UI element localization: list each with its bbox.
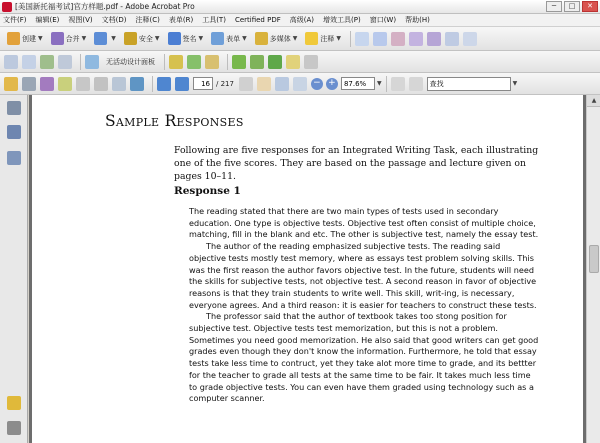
forms-label: 表单 (226, 34, 241, 43)
pages-icon[interactable] (7, 101, 21, 115)
search-input[interactable] (427, 77, 511, 91)
create-button[interactable] (4, 30, 46, 48)
checkbox-icon[interactable] (40, 55, 54, 69)
button-field-icon[interactable] (169, 55, 183, 69)
arrow-up-icon[interactable] (157, 77, 171, 91)
menu-certified-pdf[interactable]: Certified PDF (234, 16, 281, 24)
window-title: [美国新托福考试]官方样题.pdf - Adobe Acrobat Pro (15, 2, 195, 11)
multimedia-label: 多媒体 (269, 34, 291, 43)
menu-forms[interactable]: 表单(R) (168, 16, 194, 24)
text-edit-icon[interactable] (391, 32, 405, 46)
lock-icon (124, 32, 137, 45)
options-icon[interactable] (304, 55, 318, 69)
chevron-down-icon: ▼ (154, 35, 160, 42)
menu-file[interactable]: 文件(F) (3, 16, 27, 24)
marquee-zoom-icon[interactable] (275, 77, 289, 91)
toolbar-divider (152, 76, 153, 92)
arrow-up-icon[interactable] (445, 32, 459, 46)
window-controls (546, 1, 598, 12)
text-select-icon[interactable] (239, 77, 253, 91)
comment-label: 注释 (320, 34, 335, 43)
maximize-button[interactable]: □ (564, 1, 580, 12)
response-paragraph: The reading stated that there are two main types of tests used in secondary education. One type is objective tests. Objective test often consist of multiple choice, matching, fill in the blank and etc. The other is subjective test, namely the essay test. (189, 206, 539, 240)
zoom-out-button[interactable]: − (311, 78, 323, 90)
navigation-toolbar (0, 73, 600, 95)
save-copy-icon[interactable] (94, 77, 108, 91)
film-icon (255, 32, 268, 45)
form-icon (211, 32, 224, 45)
bookmarks-icon[interactable] (7, 125, 21, 139)
menu-help[interactable]: 帮助(H) (405, 16, 430, 24)
secure-button[interactable] (121, 30, 163, 48)
toolbar-divider (164, 54, 165, 70)
toolbar-divider (80, 54, 81, 70)
acrobat-icon (2, 2, 12, 12)
attach-icon[interactable] (463, 32, 477, 46)
zoom-in-button[interactable]: + (326, 78, 338, 90)
page-number-input[interactable] (193, 77, 213, 90)
chevron-down-icon: ▼ (336, 35, 341, 42)
envelope-icon[interactable] (250, 55, 264, 69)
organizer-icon[interactable] (40, 77, 54, 91)
tag-icon[interactable] (58, 77, 72, 91)
task-toolbar (0, 27, 600, 51)
combine-label: 合并 (65, 34, 80, 43)
chevron-down-icon: ▼ (111, 35, 116, 42)
chevron-down-icon: ▼ (242, 35, 247, 42)
layers-icon[interactable] (268, 55, 282, 69)
collaborate-button[interactable] (91, 30, 119, 48)
stamp-icon[interactable] (409, 32, 423, 46)
page-heading: Sample Responses (105, 112, 244, 130)
signatures-icon[interactable] (7, 151, 21, 165)
chevron-down-icon: ▼ (198, 35, 204, 42)
design-panel-icon (85, 55, 99, 69)
text-field-icon[interactable] (22, 55, 36, 69)
combine-button[interactable] (48, 30, 90, 48)
pen-icon (168, 32, 181, 45)
title-bar (0, 0, 600, 14)
sign-button[interactable] (165, 30, 207, 48)
chevron-down-icon: ▼ (292, 35, 298, 42)
comment-icon (305, 32, 318, 45)
fit-width-icon[interactable] (409, 77, 423, 91)
pdf-page (32, 95, 583, 443)
page-total: / 217 (216, 79, 234, 88)
attachments-icon[interactable] (7, 421, 21, 435)
minimize-button[interactable]: ─ (546, 1, 562, 12)
chevron-down-icon[interactable]: ▼ (376, 80, 382, 87)
snapshot-icon[interactable] (293, 77, 307, 91)
radio-button-icon[interactable] (58, 55, 72, 69)
toolbar-divider (350, 31, 351, 47)
response-body (189, 206, 539, 405)
forms-button[interactable] (208, 30, 250, 48)
combine-files-icon (51, 32, 64, 45)
response-paragraph: The professor said that the author of textbook takes too stong position for subjective test. Objective tests test memorization, but this is not a problem. Sometimes you need good memorization. He also said that good writers can get good grades even though they don't know the information. Furthermore, he told that essay tests take less time to contruct, yet they take alot more time to grade, and its bettter for the teacher to grade all tests at the same time to be fair. It takes much less time to grade objective tests. You can even have them graded using technology such as a computer scanner. (189, 311, 539, 404)
collaborate-icon (94, 32, 107, 45)
comment-note-icon[interactable] (232, 55, 246, 69)
toolbar-divider (227, 54, 228, 70)
menu-comments[interactable]: 注释(C) (135, 16, 160, 24)
chevron-down-icon: ▼ (81, 35, 87, 42)
create-label: 创建 (22, 34, 36, 43)
multimedia-button[interactable] (252, 30, 301, 48)
intro-paragraph: Following are five responses for an Integrated Writing Task, each illustrating one of the five scores. They are based on the passage and lecture given on pages 10–11. (174, 145, 539, 182)
scroll-thumb[interactable] (589, 245, 599, 273)
menu-tools[interactable]: 工具(T) (202, 16, 226, 24)
menu-plugins[interactable]: 增效工具(P) (323, 16, 361, 24)
menu-edit[interactable]: 编辑(E) (35, 16, 60, 24)
dropdown-field-icon[interactable] (205, 55, 219, 69)
print-icon[interactable] (22, 77, 36, 91)
zoom-input[interactable] (341, 77, 375, 90)
menu-window[interactable]: 窗口(W) (369, 16, 397, 24)
chevron-down-icon: ▼ (38, 35, 43, 42)
response-heading: Response 1 (174, 185, 241, 197)
edit-object-icon[interactable] (373, 32, 387, 46)
menu-bar (0, 14, 600, 27)
web-icon[interactable] (130, 77, 144, 91)
comments-panel-icon[interactable] (7, 396, 21, 410)
toolbar-divider (386, 76, 387, 92)
chevron-down-icon[interactable]: ▼ (512, 80, 518, 87)
hand-tool-icon[interactable] (257, 77, 271, 91)
highlight-icon[interactable] (286, 55, 300, 69)
secure-label: 安全 (138, 34, 153, 43)
close-button[interactable]: ✕ (582, 1, 598, 12)
design-panel-label[interactable]: 无活动设计面板 (106, 57, 155, 66)
arrow-down-icon[interactable] (175, 77, 189, 91)
menu-advanced[interactable]: 高级(A) (289, 16, 315, 24)
open-folder-icon[interactable] (4, 77, 18, 91)
vertical-scrollbar[interactable] (586, 95, 600, 443)
response-paragraph: The author of the reading emphasized subjective tests. The reading said objective tests mostly test memory, where as essays test problem solving skills. This was the first reason the author favors objective test. In the future, students will need the skills for subjective tests, not objective test. A second reason in favor of objective reasons is that they train students to write well. This skill, writ-ing, is necessary, everyone agrees. And a third reason: it is easier for teachers to construct these tests. (189, 241, 537, 310)
document-viewport[interactable] (29, 95, 586, 443)
forms-toolbar (0, 51, 600, 73)
menu-view[interactable]: 视图(V) (68, 16, 93, 24)
font-icon[interactable] (427, 32, 441, 46)
email-icon[interactable] (112, 77, 126, 91)
listbox-icon[interactable] (187, 55, 201, 69)
save-icon[interactable] (76, 77, 90, 91)
sign-label: 签名 (182, 34, 197, 43)
create-pdf-icon (7, 32, 20, 45)
select-tool-icon[interactable] (355, 32, 369, 46)
fit-page-icon[interactable] (391, 77, 405, 91)
scroll-up-icon[interactable]: ▲ (587, 95, 600, 107)
comment-button[interactable] (302, 30, 344, 48)
navigation-panel (0, 95, 28, 443)
menu-document[interactable]: 文档(D) (101, 16, 127, 24)
select-object-icon[interactable] (4, 55, 18, 69)
